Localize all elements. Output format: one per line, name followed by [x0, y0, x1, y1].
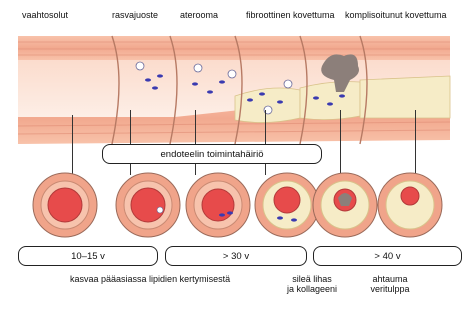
leader-line	[130, 110, 131, 175]
age-range-over-30: > 30 v	[165, 246, 307, 266]
cross-section-5	[313, 173, 377, 237]
age-range-over-40: > 40 v	[313, 246, 462, 266]
plaque-large	[360, 76, 450, 118]
vessel-top-wall	[18, 36, 450, 60]
leader-line	[340, 110, 341, 175]
caption-smooth-muscle-line1: sileä lihas	[292, 274, 332, 284]
stage-label-complicated-plaque: komplisoitunut kovettuma	[345, 10, 447, 20]
leader-line	[72, 115, 73, 175]
leader-line	[415, 110, 416, 175]
caption-smooth-muscle-line2: ja kollageeni	[286, 284, 338, 294]
cross-section-1	[33, 173, 97, 237]
cross-section-3	[186, 173, 250, 237]
stage-label-fatty-streak: rasvajuoste	[112, 10, 159, 20]
cross-section-4	[255, 173, 319, 237]
endothelial-dysfunction-label: endoteelin toimintahäiriö	[102, 144, 322, 164]
age-range-10-15: 10–15 v	[18, 246, 158, 266]
cross-section-6	[378, 173, 442, 237]
leader-line	[195, 110, 196, 175]
plaque-fibrous	[235, 88, 300, 123]
stage-label-foam-cells: vaahtosolut	[22, 10, 69, 20]
leader-line	[265, 110, 266, 175]
vessel-cross-sections	[0, 170, 475, 240]
plaque-complicated	[300, 82, 360, 120]
stage-label-atheroma: aterooma	[180, 10, 219, 20]
caption-lipid-growth: kasvaa pääasiassa lipidien kertymisestä	[70, 274, 231, 284]
caption-stenosis-line2: veritulppa	[370, 284, 410, 294]
caption-stenosis-line1: ahtauma	[372, 274, 408, 284]
caption-smooth-muscle	[277, 274, 347, 294]
cross-section-2	[116, 173, 180, 237]
caption-stenosis	[355, 274, 425, 294]
stage-label-fibrous-plaque: fibroottinen kovettuma	[246, 10, 335, 20]
